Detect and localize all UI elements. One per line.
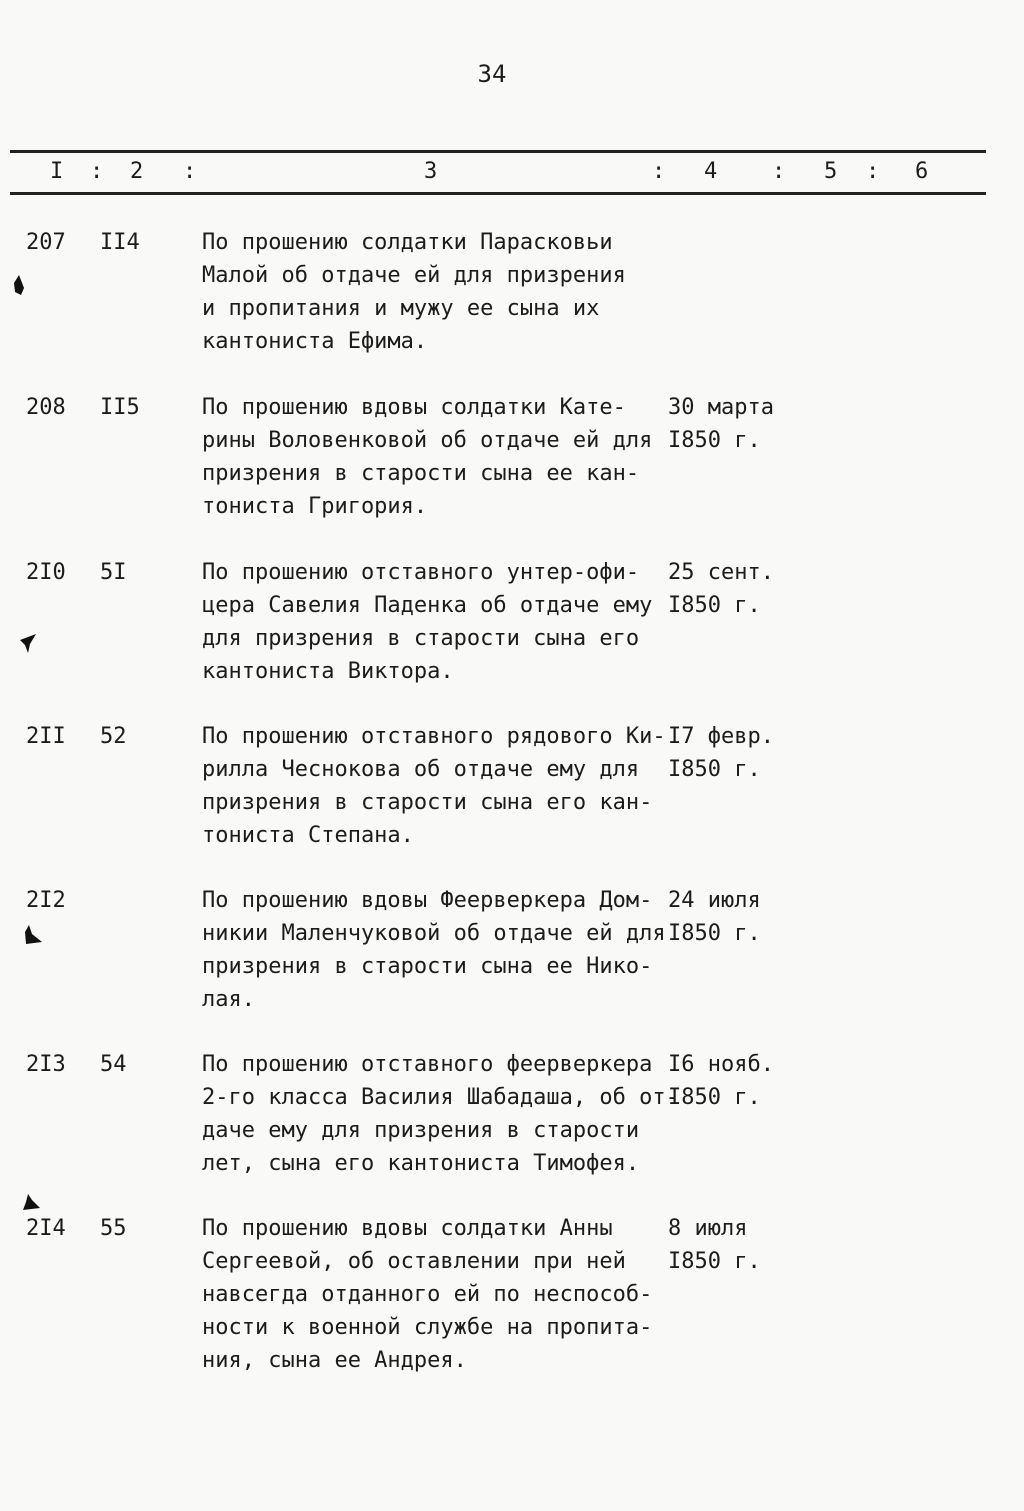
entry-number: 2I3 [26, 1052, 66, 1077]
entry-number: 207 [26, 230, 66, 255]
entry-number: 2I0 [26, 560, 66, 585]
header-separator: : [772, 159, 786, 184]
page-number: 34 [477, 60, 507, 88]
entry-old-number: 55 [100, 1216, 127, 1241]
header-separator: : [652, 159, 666, 184]
entry-old-number: II5 [100, 395, 140, 420]
margin-mark-icon [22, 924, 44, 946]
margin-mark-icon [20, 1192, 42, 1212]
entry-description: По прошению отставного унтер-офи- цера Савелия Паденка об отдаче ему для призрения в старости сына его кантониста Виктора. [202, 560, 653, 684]
entry-old-number: 52 [100, 724, 127, 749]
table-header-rule [10, 192, 986, 195]
entry-description: По прошению вдовы солдатки Анны Сергеевой, об оставлении при ней навсегда отданного ей по неспособ- ности к военной службе на пропита- ния, сына ее Андрея. [202, 1216, 653, 1373]
entry-number: 2I4 [26, 1216, 66, 1241]
entry-date: 30 марта I850 г. [668, 395, 774, 453]
header-col-4: 4 [704, 159, 718, 184]
entry-number: 2II [26, 724, 66, 749]
entry-date: 25 сент. I850 г. [668, 560, 774, 618]
entry-number: 2I2 [26, 888, 66, 913]
header-col-5: 5 [824, 159, 838, 184]
header-col-2: 2 [130, 159, 144, 184]
entry-description: По прошению вдовы Феерверкера Дом- никии Маленчуковой об отдаче ей для призрения в старости сына ее Нико- лая. [202, 888, 666, 1012]
entry-description: По прошению отставного феерверкера 2-го класса Василия Шабадаша, об от- даче ему для призрения в старости лет, сына его кантониста Тимофея. [202, 1052, 679, 1176]
header-separator: : [866, 159, 880, 184]
header-separator: : [183, 159, 197, 184]
entry-old-number: II4 [100, 230, 140, 255]
header-col-1: I [50, 159, 64, 184]
table-top-rule [10, 150, 986, 153]
entry-description: По прошению вдовы солдатки Кате- рины Воловенковой об отдаче ей для призрения в старости сына ее кан- тониста Григория. [202, 395, 653, 519]
margin-mark-icon [12, 274, 26, 296]
header-col-6: 6 [915, 159, 929, 184]
entry-description: По прошению отставного рядового Ки- рилла Чеснокова об отдаче ему для призрения в старости сына его кан- тониста Степана. [202, 724, 666, 848]
header-separator: : [90, 159, 104, 184]
entry-date: 24 июля I850 г. [668, 888, 761, 946]
header-col-3: 3 [424, 159, 438, 184]
entry-old-number: 54 [100, 1052, 127, 1077]
entry-date: 8 июля I850 г. [668, 1216, 761, 1274]
margin-mark-icon [18, 632, 38, 654]
entry-date: I6 нояб. I850 г. [668, 1052, 774, 1110]
entry-date: I7 февр. I850 г. [668, 724, 774, 782]
entry-number: 208 [26, 395, 66, 420]
entry-description: По прошению солдатки Парасковьи Малой об отдаче ей для призрения и пропитания и мужу ее сына их кантониста Ефима. [202, 230, 626, 354]
entry-old-number: 5I [100, 560, 127, 585]
